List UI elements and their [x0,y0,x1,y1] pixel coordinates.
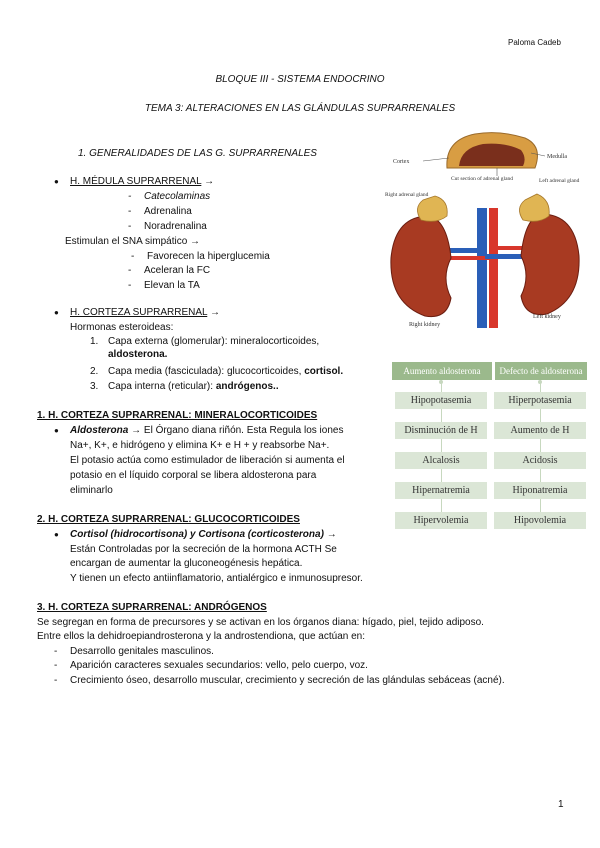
androgenos-heading: 3. H. CORTEZA SUPRARRENAL: ANDRÓGENOS [37,602,267,613]
capa-number: 1. [90,336,99,347]
capa-number: 2. [90,366,99,377]
capa-bold: andrógenos.. [215,381,279,392]
effect-box-right: Hiponatremia [494,482,586,499]
glucocorticoides-heading: 2. H. CORTEZA SUPRARRENAL: GLUCOCORTICOIDES [37,514,300,525]
corteza-item [70,306,220,319]
right-kidney [391,216,451,317]
capa-number: 3. [90,381,99,392]
capa-text: Capa externa (glomerular): mineralocorticoides, [108,336,320,347]
effect-item: - Elevan la TA [144,279,200,292]
capa-text: Capa interna (reticular): [108,381,216,392]
label-cortex: Cortex [393,159,410,165]
corteza-title: H. CORTEZA SUPRARRENAL [70,307,208,318]
capa-item [90,365,343,378]
gluco-line: encargan de aumentar la gluconeogénesis hepática. [70,558,303,569]
effect-box-left: Disminución de H [395,422,487,439]
aldosterona-line: potasio en el líquido corporal se libera aldosterona para [70,470,317,481]
aldosterona-label: Aldosterona [70,425,129,436]
cortisol-item [70,528,337,541]
effect-box-right: Acidosis [494,452,586,469]
effect-box-right: Hiperpotasemia [494,392,586,409]
andro-item: - Crecimiento óseo, desarrollo muscular, crecimiento y secreción de las glándulas sebáceas (acné). [70,674,505,687]
author-name: Paloma Cadeb [508,38,561,47]
corteza-arrow: → [207,307,221,318]
medula-arrow: → [201,176,215,187]
gluco-line: Están Controladas por la secreción de la hormona ACTH Se [70,544,337,555]
andro-item: - Desarrollo genitales masculinos. [70,645,214,658]
document-subtitle: TEMA 3: ALTERACIONES EN LAS GLÁNDULAS SUPRARRENALES [144,103,456,114]
catecolaminas-label: - Catecolaminas [144,190,210,203]
capa-text: Capa media (fasciculada): glucocorticoides, [108,366,305,377]
catecolamina-item: - Noradrenalina [144,220,207,233]
medula-item [70,175,214,188]
cortisol-label: Cortisol (hidrocortisona) y Cortisona (corticosterona) [70,529,324,540]
gluco-line: Y tienen un efecto antiinflamatorio, antialérgico e inmunosupresor. [70,573,363,584]
effect-item: - Favorecen la hiperglucemia [147,250,270,263]
aldosterona-item [70,424,390,437]
header-aumento-aldosterona: Aumento aldosterona [392,362,492,380]
hormonas-label: Hormonas esteroideas: [70,322,174,333]
effect-item: - Aceleran la FC [144,264,210,277]
label-cut-section: Cut section of adrenal gland [451,176,514,182]
aorta [489,208,498,328]
vena-cava [477,208,487,328]
section1-heading: 1. GENERALIDADES DE LAS G. SUPRARRENALES [78,148,317,159]
effect-box-left: Hipernatremia [395,482,487,499]
label-right-adrenal: Right adrenal gland [385,192,429,198]
medula-title: H. MÉDULA SUPRARRENAL [70,176,202,187]
capa-bold: cortisol. [304,366,344,377]
left-kidney [521,214,579,315]
capa-item [90,380,279,393]
andro-item: - Aparición caracteres sexuales secundarios: vello, pelo cuerpo, voz. [70,659,368,672]
aldosterona-text: → El Órgano diana riñón. Esta Regula los iones [128,425,344,436]
left-adrenal-gland [519,194,549,221]
header-defecto-aldosterona: Defecto de aldosterona [495,362,587,380]
document-title: BLOQUE III - SISTEMA ENDOCRINO [215,74,385,85]
sna-text: Estimulan el SNA simpático → [65,236,201,247]
capa-item [90,335,380,361]
effect-box-left: Alcalosis [395,452,487,469]
right-adrenal-gland [417,196,447,221]
label-medulla: Medulla [547,154,567,160]
mineralocorticoides-heading: 1. H. CORTEZA SUPRARRENAL: MINERALOCORTICOIDES [37,410,318,421]
effect-box-left: Hipervolemia [395,512,487,529]
label-right-kidney: Right kidney [409,322,441,328]
andro-line: Se segregan en forma de precursores y se activan en los órganos diana: hígado, piel, tejido adiposo. [37,617,484,628]
cortisol-arrow: → [323,529,337,540]
effect-box-right: Aumento de H [494,422,586,439]
label-left-kidney: Left kidney [533,314,561,320]
adrenal-kidney-figure [385,128,585,338]
aldosterona-line: Na+, K+, e hidrógeno y elimina K+ e H + y reabsorbe Na+. [70,440,330,451]
andro-line: Entre ellos la dehidroepiandrosterona y la androstendiona, que actúan en: [37,631,366,642]
capa-bold: aldosterona. [108,349,168,360]
catecolamina-item: - Adrenalina [144,205,192,218]
effect-box-left: Hipopotasemia [395,392,487,409]
aldosterona-line: El potasio actúa como estimulador de liberación si aumenta el [70,455,345,466]
page-number: 1 [558,799,564,810]
label-left-adrenal: Left adrenal gland [539,178,580,184]
effect-box-right: Hipovolemia [494,512,586,529]
aldosterona-line: eliminarlo [70,485,113,496]
